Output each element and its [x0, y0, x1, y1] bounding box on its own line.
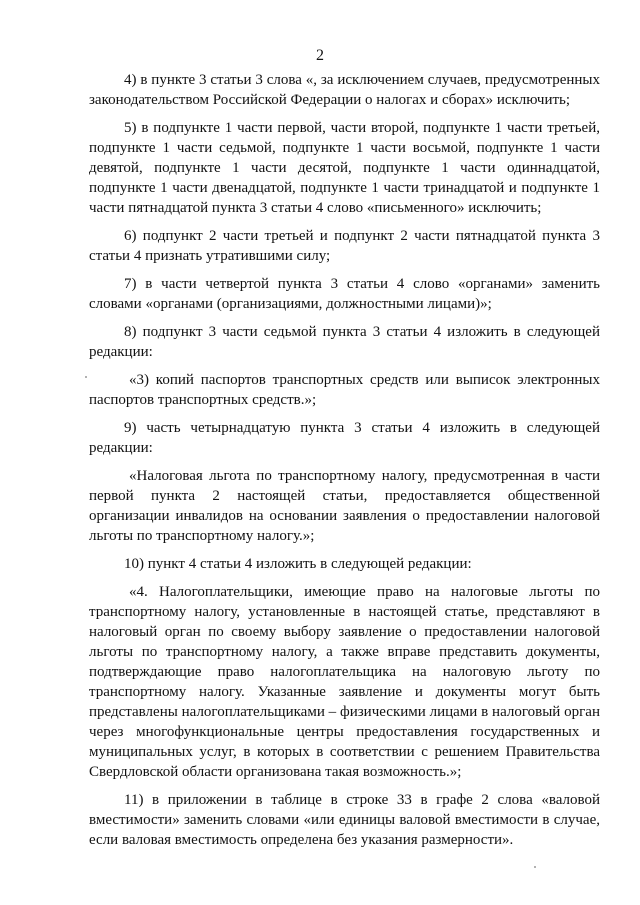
scan-speck: [85, 376, 87, 378]
quoted-text-item-9: «Налоговая льгота по транспортному налогу, предусмотренная в части первой пункта 2 настоящей статьи, предоставляется общественной организации инвалидов на основании заявления о предоставлении налоговой льготы по транспортному налогу.»;: [89, 468, 600, 544]
paragraph-item-4: 4) в пункте 3 статьи 3 слова «, за исключением случаев, предусмотренных законодательством Российской Федерации о налогах и сборах» исключить;: [89, 72, 600, 108]
document-body: [89, 70, 600, 858]
scan-speck: [534, 866, 536, 868]
paragraph-item-5: 5) в подпункте 1 части первой, части второй, подпункте 1 части третьей, подпункте 1 части седьмой, подпункте 1 части восьмой, подпункте 1 части девятой, подпункте 1 части десятой, подпункте 1 части одиннадцатой, подпункте 1 части двенадцатой, подпункте 1 части тринадцатой и подпункте 1 части пятнадцатой пункта 3 статьи 4 слово «письменного» исключить;: [89, 120, 600, 216]
paragraph-item-10: 10) пункт 4 статьи 4 изложить в следующей редакции:: [124, 556, 472, 572]
paragraph-item-11: 11) в приложении в таблице в строке 33 в графе 2 слова «валовой вместимости» заменить словами «или единицы валовой вместимости в случае, если валовая вместимость определена без указания размерности».: [89, 792, 600, 848]
paragraph-item-7: 7) в части четвертой пункта 3 статьи 4 слово «органами» заменить словами «органами (организациями, должностными лицами)»;: [89, 276, 600, 312]
paragraph-item-9: 9) часть четырнадцатую пункта 3 статьи 4 изложить в следующей редакции:: [89, 420, 600, 456]
paragraph-item-8: 8) подпункт 3 части седьмой пункта 3 статьи 4 изложить в следующей редакции:: [89, 324, 600, 360]
paragraph-item-6: 6) подпункт 2 части третьей и подпункт 2 части пятнадцатой пункта 3 статьи 4 признать утратившими силу;: [89, 228, 600, 264]
quoted-text-item-8: «3) копий паспортов транспортных средств или выписок электронных паспортов транспортных средств.»;: [89, 372, 600, 408]
quoted-text-item-10: «4. Налогоплательщики, имеющие право на налоговые льготы по транспортному налогу, установленные в настоящей статье, представляют в налоговый орган по своему выбору заявление о предоставлении налоговой льготы по транспортному налогу, а также вправе представить документы, подтверждающие право налогоплательщика на налоговую льготу по транспортному налогу. Указанные заявление и документы могут быть представлены налогоплательщиками – физическими лицами в налоговый орган через многофункциональные центры предоставления государственных и муниципальных услуг, в которых в соответствии с решением Правительства Свердловской области организована такая возможность.»;: [89, 584, 600, 780]
page-number: 2: [316, 47, 324, 64]
